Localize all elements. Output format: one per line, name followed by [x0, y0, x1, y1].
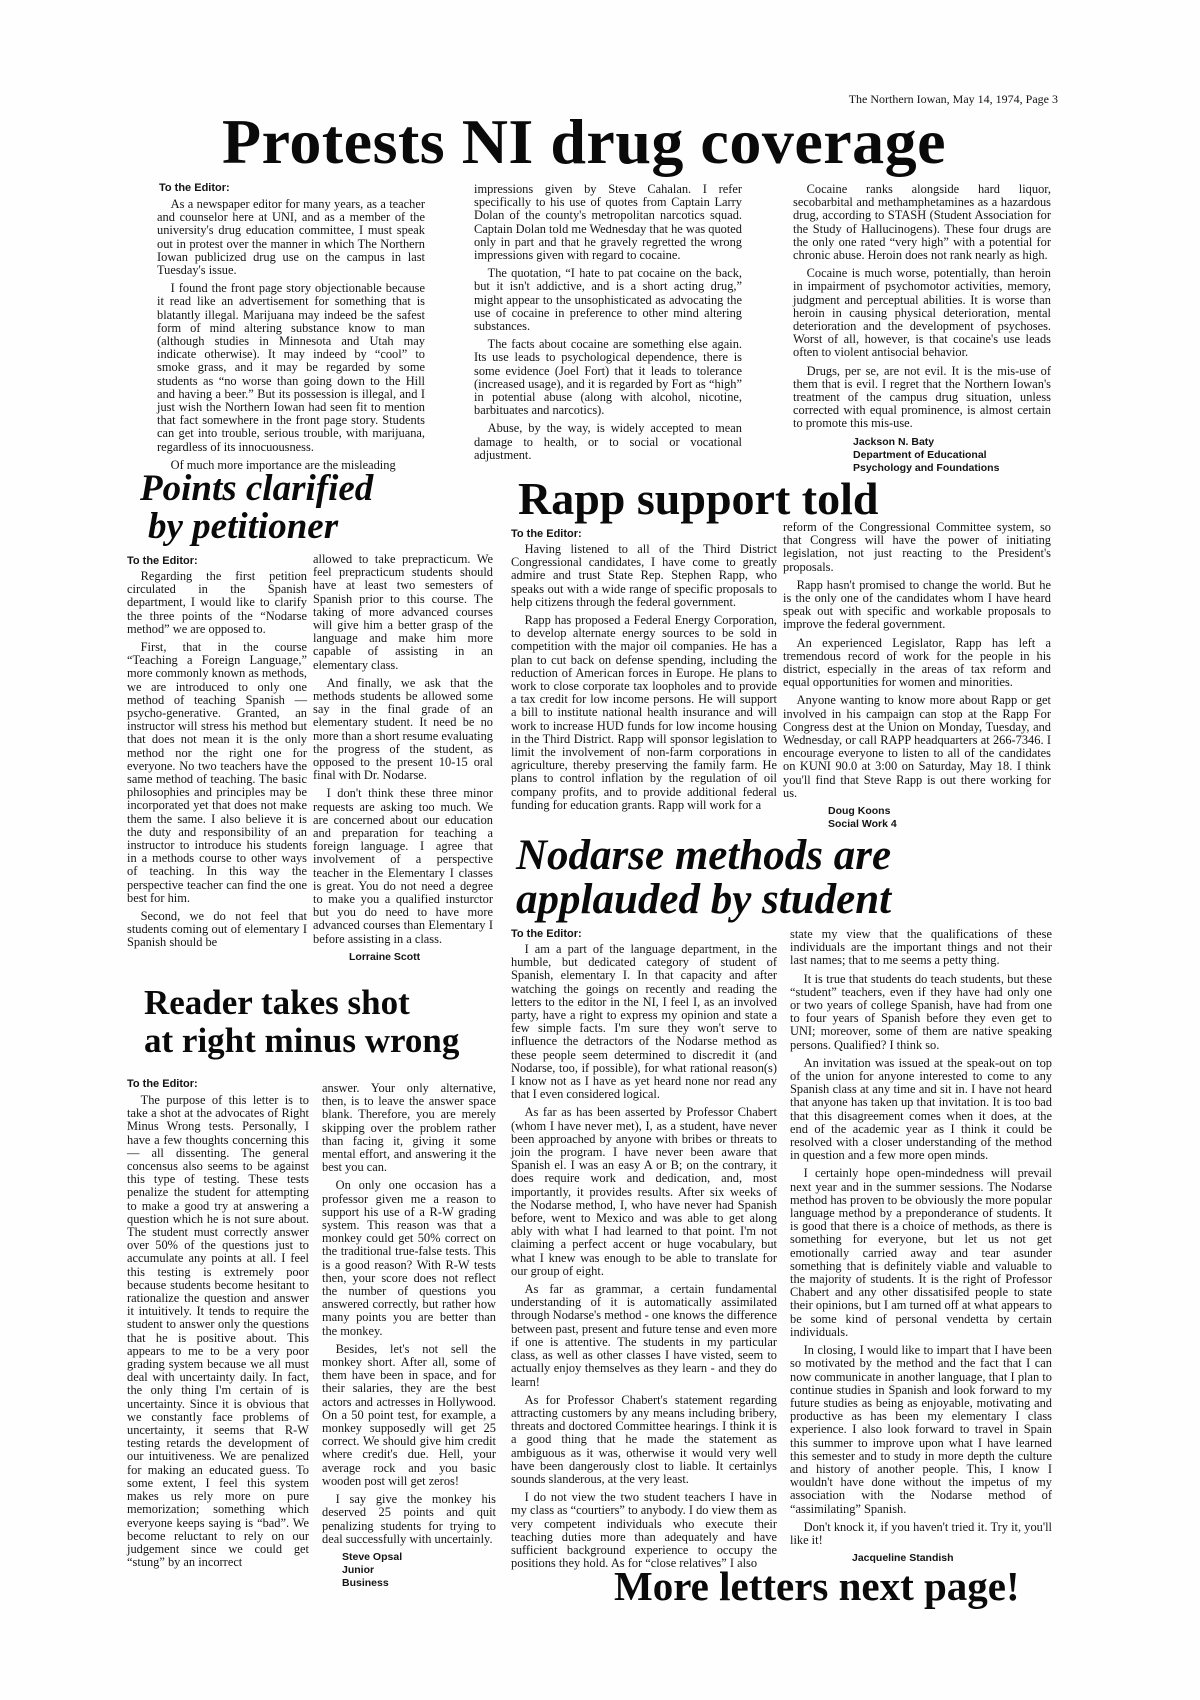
- headline-drug-coverage: Protests NI drug coverage: [222, 106, 947, 177]
- paragraph: Rapp hasn't promised to change the world. But he is the only one of the candidates whom I have heard speak out with specific and workable proposals to improve the federal government.: [783, 577, 1051, 632]
- paragraph: And finally, we ask that the methods students be allowed some say in the final grade of an elementary student. It need be no more than a short resume evaluating the progress of the student, as opposed to the present 10-15 oral final with Dr. Nodarse.: [313, 675, 493, 783]
- paragraph: First, that in the course “Teaching a Foreign Language,” more commonly known as methods, we are introduced to only one method of teaching Spanish — psycho-generative. Granted, an instructor will stress his method but that does not mean it is the only method nor the right one for everyone. No two teachers have the same method of teaching. The basic philosophies and principles may be incorporated yet that does not make them the same. I also believe it is the duty and responsibility of an instructor to introduce his students in a methods course to other ways of teaching. In this way the perspective teacher can find the one best for him.: [127, 640, 307, 905]
- signature-line: Jacqueline Standish: [852, 1552, 954, 1565]
- paragraph: Having listened to all of the Third District Congressional candidates, I have come to greatly admire and trust State Rep. Stephen Rapp, who speaks out with a wide range of specific proposals to help citizens through the federal government.: [511, 542, 777, 609]
- signature: [783, 805, 1051, 831]
- rapp-letter-column-1: [511, 543, 777, 817]
- paragraph: I found the front page story objectionable because it read like an advertisement for something that is blatantly illegal. Marijuana may indeed be the safest form of mind altering substance know to man (although studies in Minnesota and Utah may indicate otherwise). It may indeed by “cool” to smoke grass, and it may be regarded by some students as “no worse than going down to the Hill and having a beer.” But its possession is illegal, and I just wish the Northern Iowan had seen fit to mention that fact somewhere in the front page story. Students can get into trouble, serious trouble, with marijuana, regardless of its innocuousness.: [157, 281, 425, 454]
- reader-letter-column-2: [322, 1082, 496, 1590]
- paragraph: I certainly hope open-mindedness will prevail next year and in the summer sessions. The Nodarse method has proven to be obviously the more popular language method by a preponderance of students. It is good that there is a choice of methods, as there is something for everyone, but let us not get emotionally carried away and tear asunder something that is definitely viable and valuable to the majority of students. It is the right of Professor Chabert and any other dissatisifed people to state their opinions, but I am turned off at what appears to be some kind of personal vendetta by certain individuals.: [790, 1166, 1052, 1339]
- paragraph: It is true that students do teach students, but these “student” teachers, even if they have had only one or two years of college Spanish, have had from one to four years of Spanish before they even get to UNI; moreover, some of them are native speaking persons. Qualified? I think so.: [790, 971, 1052, 1052]
- signature-line: Jackson N. Baty: [853, 435, 935, 448]
- paragraph: Don't knock it, if you haven't tried it. Try it, you'll like it!: [790, 1519, 1052, 1547]
- salutation: To the Editor:: [159, 182, 230, 194]
- salutation: To the Editor:: [127, 1078, 198, 1090]
- paragraph: In closing, I would like to impart that I have been so motivated by the method and the fact that I can now communicate in another language, that I plan to continue studies in Spanish and look forward to my future studies as being as enjoyable, motivating and productive as has been my elementary I class experience. I also look forward to travel in Spain this summer to improve upon what I have learned this semester and to study in more depth the culture and history of another people. This, I know I wouldn't have done without the impetus of my association with the Nodarse method of “assimilating” Spanish.: [790, 1343, 1052, 1516]
- more-letters-banner: More letters next page!: [614, 1563, 1020, 1609]
- signature: [793, 436, 1051, 475]
- paragraph: Of much more importance are the misleading: [170, 457, 396, 472]
- paragraph: On only one occasion has a professor given me a reason to support his use of a R-W grading system. This reason was that a monkey could get 50% correct on the traditional true-false tests. This is a good reason? With R-W tests then, your score does not reflect the number of questions you answered correctly, but rather how many points you are better than the monkey.: [322, 1178, 496, 1338]
- headline-points-clarified: [140, 470, 373, 546]
- headline-line: at right minus wrong: [144, 1021, 460, 1060]
- signature-line: Lorraine Scott: [349, 950, 421, 963]
- headline-line: Nodarse methods are: [516, 832, 892, 879]
- signature-line: Department of Educational: [853, 448, 987, 461]
- paragraph: Cocaine is much worse, potentially, than heroin in impairment of psychomotor activities, memory, judgment and perceptual abilities. It is worse than heroin in causing physical deterioration, mental deterioration and the development of psychoses. Worst of all, however, is that cocaine's use leads often to violent antisocial behavior.: [793, 266, 1051, 360]
- paragraph: An experienced Legislator, Rapp has left a tremendous record of work for the people in his district, especially in the areas of tax reform and equal opportunities for women and minorities.: [783, 635, 1051, 690]
- headline-line: Points clarified: [140, 468, 374, 509]
- headline-line: by petitioner: [148, 506, 339, 547]
- signature-line: Psychology and Foundations: [853, 461, 1000, 474]
- paragraph: Anyone wanting to know more about Rapp or get involved in his campaign can stop at the Rapp For Congress dest at the Union on Monday, Tuesday, and Wednesday, or call RAPP headquarters at 266-7346. I encourage everyone to listen to all of the candidates on KUNI 90.0 at 3:00 on Saturday, May 18. I think you'll find that Steve Rapp is out there working for us.: [783, 693, 1051, 800]
- rapp-letter-column-2: [783, 521, 1051, 831]
- headline-line: applauded by student: [516, 876, 892, 923]
- paragraph: Regarding the first petition circulated in the Spanish department, I would like to clarify the three points of the “Nodarse method” we are opposed to.: [127, 569, 307, 636]
- paragraph: reform of the Congressional Committee system, so that Congress will have the power of initiating legislation, not just reacting to the President's proposals.: [783, 520, 1051, 574]
- paragraph: I am a part of the language department, in the humble, but dedicated category of student of Spanish, elementary I. In that capacity and after watching the goings on recently and reading the letters to the editor in the NI, I feel I, as an involved party, have a right to express my opinion and state a few simple facts. I'm sure they won't serve to influence the detractors of the Nodarse method as these people seem determined to discredit it (and Nodarse, too, if possible), for what rational reason(s) I know not as I have as yet heard none nor read any that I even considered logical.: [511, 942, 777, 1102]
- paragraph: Second, we do not feel that students coming out of elementary I Spanish should be: [127, 909, 307, 950]
- headline-rapp-support: Rapp support told: [518, 473, 879, 524]
- paragraph: Abuse, by the way, is widely accepted to mean damage to health, or to social or vocational adjustment.: [474, 421, 742, 462]
- running-head: The Northern Iowan, May 14, 1974, Page 3: [848, 92, 1058, 106]
- reader-letter-column-1: [127, 1094, 309, 1574]
- paragraph: As far as grammar, a certain fundamental understanding of it is automatically assimilated through Nodarse's method - one knows the difference between past, present and future tense and even more if one is attentive. The students in my particular class, as well as other classes I have visted, seem to actually enjoy themselves as they learn - and they do learn!: [511, 1282, 777, 1389]
- nodarse-letter-column-1: [511, 943, 777, 1575]
- paragraph: As far as has been asserted by Professor Chabert (whom I have never met), I, as a student, have never been approached by anyone with bribes or threats to join the program. I have never been aware that Spanish el. I was an easy A or B; on the contrary, it does require work and dedication, and, most importantly, it provides results. After six weeks of the Nodarse method, I, who have never had Spanish before, went to Mexico and was able to get along ably with what I had learned to that point. I'm not claiming a perfect accent or huge vocabulary, but what I knew was enough to be able to translate for our group of eight.: [511, 1105, 777, 1278]
- headline-line: Reader takes shot: [144, 983, 410, 1022]
- paragraph: Drugs, per se, are not evil. It is the mis-use of them that is evil. I regret that the Northern Iowan's treatment of the campus drug situation, unless corrected with equal prominence, is almost certain to promote this mis-use.: [793, 363, 1051, 431]
- paragraph: allowed to take prepracticum. We feel prepracticum students should have at least two semesters of Spanish prior to this course. The taking of more advanced courses will give him a better grasp of the language and make him more capable of assisting in an elementary class.: [313, 552, 493, 672]
- paragraph: As a newspaper editor for many years, as a teacher and counselor here at UNI, and as a member of the university's drug education committee, I must speak out in protest over the manner in which The Northern Iowan publicized drug use on the campus in last Tuesday's issue.: [157, 197, 425, 278]
- points-letter-column-1: [127, 570, 307, 955]
- salutation: To the Editor:: [511, 528, 582, 540]
- paragraph: Cocaine ranks alongside hard liquor, secobarbital and methamphetamines as a hazardous drug, according to STASH (Student Association for the Study of Hallucinogens). These four drugs are the only one rated “very high” with a potential for chronic abuse. Heroin does not rank nearly as high.: [793, 182, 1051, 263]
- drug-letter-column-1: [157, 198, 425, 477]
- paragraph: As for Professor Chabert's statement regarding attracting customers by any means including bribery, threats and doctored Committee hearings. I think it is a good thing that he made the statement as ambiguous as it was, otherwise it would very well have been dangerously clost to liable. It certainlys sounds slanderous, at the very least.: [511, 1392, 777, 1486]
- headline-nodarse-methods: [516, 834, 891, 922]
- paragraph: answer. Your only alternative, then, is to leave the answer space blank. Therefore, you are merely skipping over the problem rather than facing it, giving it some mental effort, and answering it the best you can.: [322, 1081, 496, 1175]
- points-letter-column-2: [313, 553, 493, 964]
- signature: [313, 951, 493, 964]
- paragraph: The facts about cocaine are something else again. Its use leads to psychological dependence, there is some evidence (Joel Fort) that it leads to tolerance (increased usage), and it is regarded by Fort as “high” in potential abuse (along with alcohol, nicotine, barbituates and narcotics).: [474, 337, 742, 418]
- paragraph: I don't think these three minor requests are asking too much. We are concerned about our education and preparation for teaching a foreign language. I agree that involvement of a perspective teacher in the Elementary I classes is great. You do not need a degree to make you a qualified insturctor but you do need to have more advanced courses than Elementary I before assisting in a class.: [313, 786, 493, 946]
- salutation: To the Editor:: [511, 928, 582, 940]
- signature-line: Doug Koons: [828, 805, 891, 818]
- paragraph: impressions given by Steve Cahalan. I refer specifically to his use of quotes from Captain Larry Dolan of the county's metropolitan narcotics squad. Captain Dolan told me Wednesday that he was quoted only in part and that he gravely regretted the wrong impressions given with regard to cocaine.: [474, 182, 742, 263]
- drug-letter-column-3: [793, 183, 1051, 475]
- paragraph: Rapp has proposed a Federal Energy Corporation, to develop alternate energy sources to be sold in competition with the major oil companies. He has a plan to cut back on defense spending, including the reduction of American forces in Europe. He plans to work to close corporate tax loopholes and to provide a tax credit for low income persons. He will support a bill to institute national health insurance and will work to increase HUD funds for low income housing in the Third District. Rapp will sponsor legislation to limit the involvement of non-farm corporations in agriculture, thereby preserving the family farm. He plans to control inflation by the regulation of oil company profits, and to provide additional federal funding for education grants. Rapp will work for a: [511, 613, 777, 812]
- signature: [322, 1551, 496, 1590]
- signature-line: Steve Opsal: [342, 1550, 403, 1563]
- signature-line: Junior: [342, 1563, 375, 1576]
- paragraph: An invitation was issued at the speak-out on top of the union for anyone interested to come to any Spanish class at any time and sit in. I have not heard that anyone has taken up that invitation. It is too bad that this disagreement comes when it does, at the end of the academic year as I think it could be resolved with a closer understanding of the method in question and a few more open minds.: [790, 1055, 1052, 1163]
- drug-letter-column-2: [474, 183, 742, 467]
- paragraph: Besides, let's not sell the monkey short. After all, some of them have been in space, and for their salaries, they are the best actors and actresses in Hollywood. On a 50 point test, for example, a monkey supposedly will get 25 correct. We should give him credit where credit's due. Hell, your average rock and you basic wooden post will get zeros!: [322, 1341, 496, 1488]
- signature-line: Business: [342, 1576, 389, 1589]
- paragraph: I do not view the two student teachers I have in my class as “courtiers” to anybody. I do view them as very competent individuals who execute their teaching duties more than adequately and have sufficient background experience to occupy the positions they hold. As for “close relatives” I also: [511, 1490, 777, 1571]
- paragraph: The quotation, “I hate to pat cocaine on the back, but it isn't addictive, and is a short acting drug,” might appear to the unsophisticated as advocating the use of cocaine in preference to other mind altering substances.: [474, 266, 742, 334]
- paragraph: The purpose of this letter is to take a shot at the advocates of Right Minus Wrong tests. Personally, I have a few thoughts concerning this — all dissenting. The general concensus also seems to be against this type of testing. These tests penalize the student for attempting to make a good try at answering a question which he is not sure about. The student must correctly answer over 50% of the questions just to accumulate any points at all. I feel this testing is extremely poor because students become hesitant to rationalize the question and answer it intuitively. It tends to require the student to answer only the questions that he is positive about. This appears to me to be a very poor grading system because we all must deal with uncertainty daily. In fact, the only thing I'm certain of is uncertainty. Since it is obvious that we constantly face problems of uncertainty, it seems that R-W testing retards the development of our intuitiveness. We are penalized for making an educated guess. To some extent, I feel this system makes us rely more on pure memorization; something which everyone keeps saying is “bad”. We become reluctant to rely on our judgement since we could get “stung” by an incorrect: [127, 1093, 309, 1570]
- nodarse-letter-column-2: [790, 928, 1052, 1565]
- paragraph: I say give the monkey his deserved 25 points and quit penalizing students for trying to deal successfully with uncertainly.: [322, 1492, 496, 1546]
- signature-line: Social Work 4: [828, 818, 897, 831]
- paragraph: state my view that the qualifications of these individuals are the important things and not their last names; that to me seems a petty thing.: [790, 927, 1052, 968]
- salutation: To the Editor:: [127, 555, 198, 567]
- headline-reader-takes-shot: [144, 984, 459, 1060]
